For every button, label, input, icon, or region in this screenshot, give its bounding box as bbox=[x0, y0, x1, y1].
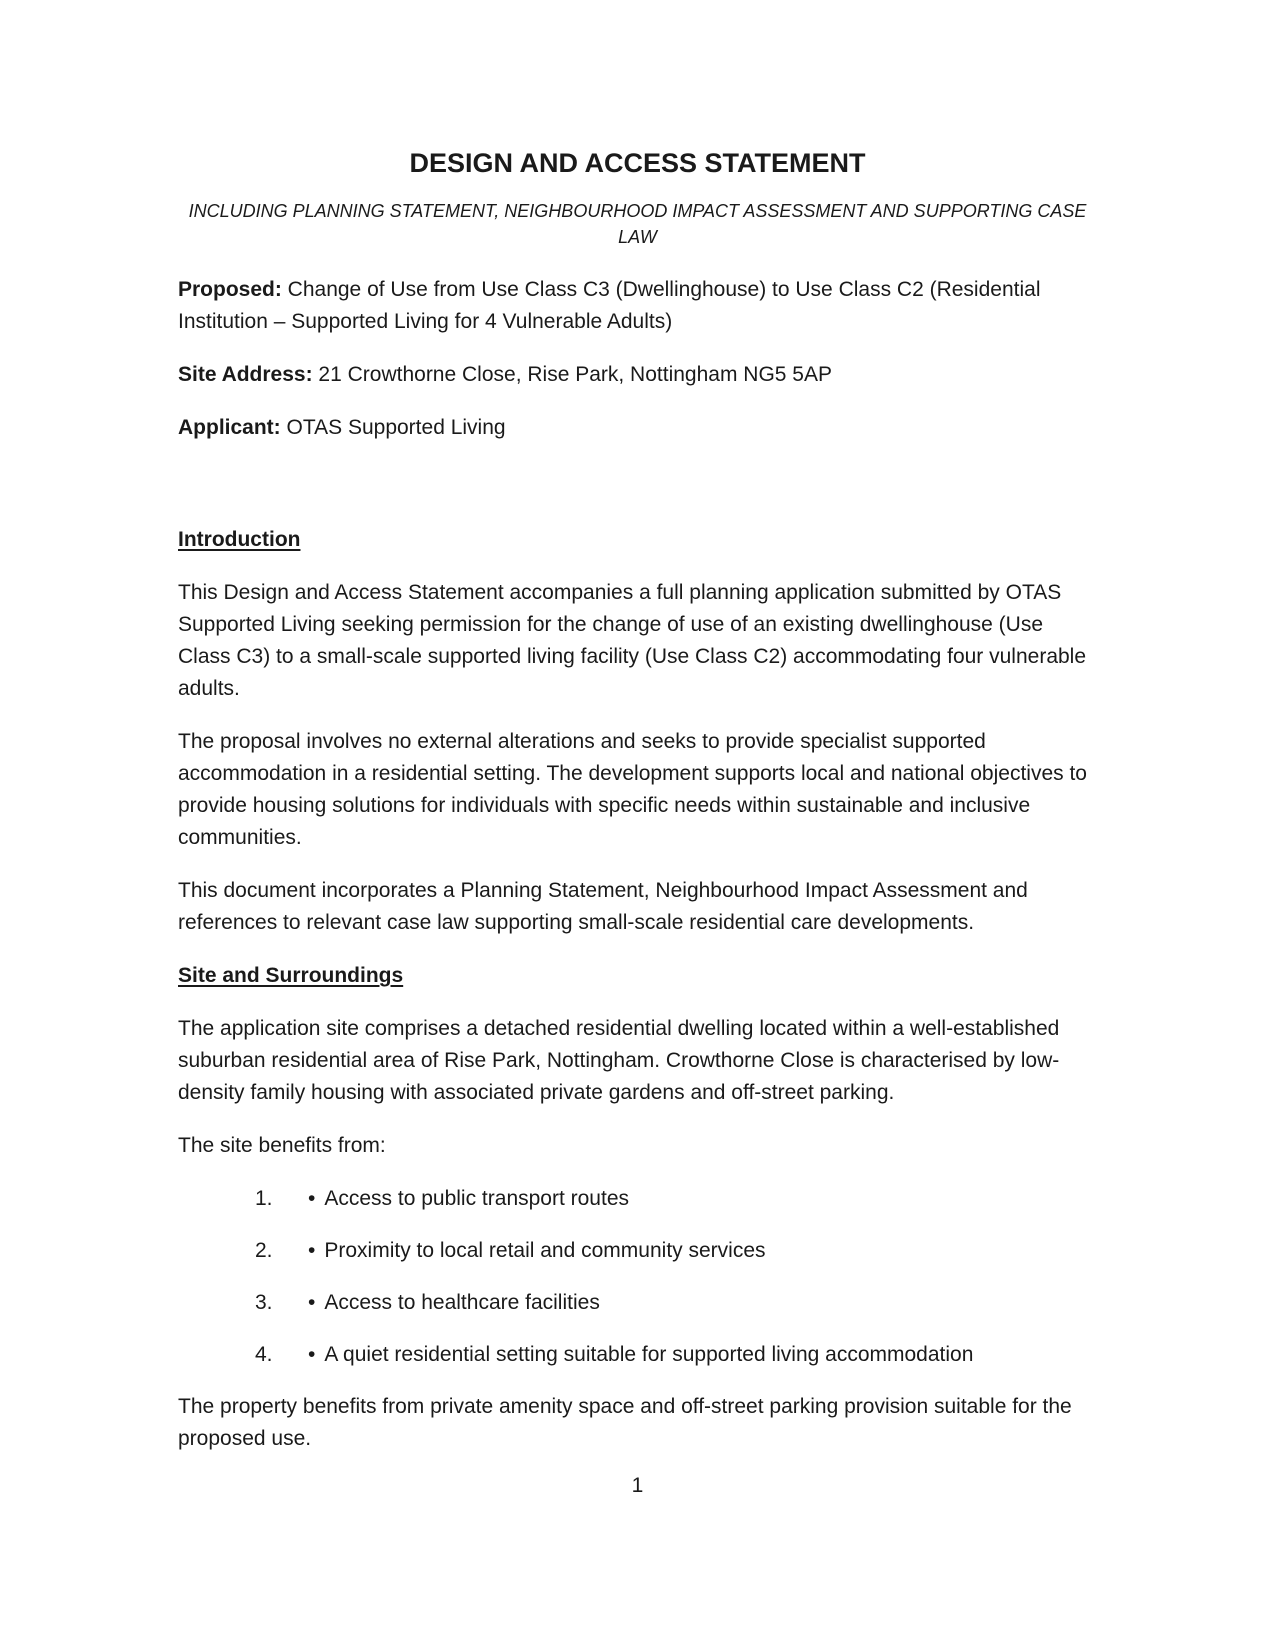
benefits-list bbox=[255, 1183, 1097, 1371]
applicant-text: OTAS Supported Living bbox=[280, 416, 506, 439]
site-and-surroundings-heading: Site and Surroundings bbox=[178, 964, 404, 987]
list-item bbox=[255, 1183, 1097, 1215]
list-item-text: A quiet residential setting suitable for supported living accommodation bbox=[324, 1343, 974, 1366]
list-item-number: 4. bbox=[255, 1343, 273, 1366]
introduction-heading: Introduction bbox=[178, 528, 301, 551]
list-item bbox=[255, 1339, 1097, 1371]
list-item-text: Access to public transport routes bbox=[324, 1187, 630, 1210]
applicant-label: Applicant: bbox=[178, 416, 281, 439]
site-address-paragraph bbox=[178, 359, 1097, 391]
list-item-number: 1. bbox=[255, 1187, 273, 1210]
site-paragraph-1: The application site comprises a detached residential dwelling located within a well-established suburban residential area of Rise Park, Nottingham. Crowthorne Close is characterised by low-density family housing with associated private gardens and off-street parking. bbox=[178, 1017, 1060, 1104]
document-subtitle: INCLUDING PLANNING STATEMENT, NEIGHBOURHOOD IMPACT ASSESSMENT AND SUPPORTING CASE LAW bbox=[188, 201, 1087, 247]
document-title: DESIGN AND ACCESS STATEMENT bbox=[409, 148, 866, 178]
list-item-text: Proximity to local retail and community services bbox=[324, 1239, 766, 1262]
site-closing-paragraph: The property benefits from private amenity space and off-street parking provision suitable for the proposed use. bbox=[178, 1395, 1072, 1450]
introduction-paragraph-3: This document incorporates a Planning Statement, Neighbourhood Impact Assessment and references to relevant case law supporting small-scale residential care developments. bbox=[178, 879, 1028, 934]
applicant-paragraph bbox=[178, 412, 1097, 444]
list-item-number: 3. bbox=[255, 1291, 273, 1314]
site-list-intro: The site benefits from: bbox=[178, 1134, 386, 1157]
bullet-icon: • bbox=[308, 1187, 316, 1210]
bullet-icon: • bbox=[308, 1343, 316, 1366]
proposed-text: Change of Use from Use Class C3 (Dwellinghouse) to Use Class C2 (Residential Institution – Supported Living for 4 Vulnerable Adults) bbox=[178, 278, 1041, 333]
bullet-icon: • bbox=[308, 1291, 316, 1314]
list-item-number: 2. bbox=[255, 1239, 273, 1262]
list-item-text: Access to healthcare facilities bbox=[324, 1291, 600, 1314]
site-address-label: Site Address: bbox=[178, 363, 313, 386]
bullet-icon: • bbox=[308, 1239, 316, 1262]
page-number: 1 bbox=[631, 1474, 644, 1497]
list-item bbox=[255, 1287, 1097, 1319]
introduction-paragraph-1: This Design and Access Statement accompanies a full planning application submitted by OTAS Supported Living seeking permission for the change of use of an existing dwellinghouse (Use Class C3) to a small-scale supported living facility (Use Class C2) accommodating four vulnerable adults. bbox=[178, 581, 1087, 700]
list-item bbox=[255, 1235, 1097, 1267]
proposed-paragraph bbox=[178, 274, 1097, 338]
site-address-text: 21 Crowthorne Close, Rise Park, Nottingham NG5 5AP bbox=[312, 363, 832, 386]
introduction-paragraph-2: The proposal involves no external alterations and seeks to provide specialist supported accommodation in a residential setting. The development supports local and national objectives to provide housing solutions for individuals with specific needs within sustainable and inclusive communities. bbox=[178, 730, 1087, 849]
proposed-label: Proposed: bbox=[178, 278, 282, 301]
